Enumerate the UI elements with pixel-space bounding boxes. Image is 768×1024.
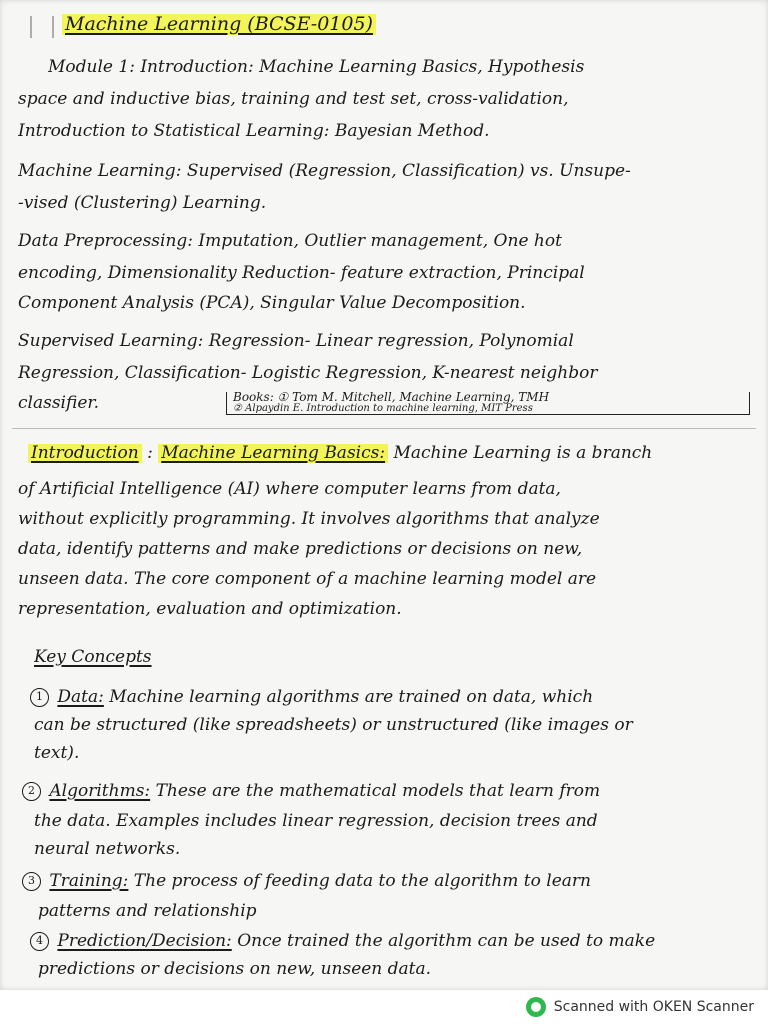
syllabus-line-8: Component Analysis (PCA), Singular Value Decomposition. <box>18 294 526 313</box>
concept-4-line-1 <box>30 932 750 952</box>
syllabus-line-2: space and inductive bias, training and test set, cross-validation, <box>18 90 569 109</box>
concept-2-term: Algorithms: <box>49 782 151 801</box>
book-reference-2: ② Alpaydin E. Introduction to machine learning, MIT Press <box>233 403 533 414</box>
intro-paragraph-line-2: of Artificial Intelligence (AI) where computer learns from data, <box>18 480 561 499</box>
concept-3-term: Training: <box>49 872 129 891</box>
book-reference-1: Books: ① Tom M. Mitchell, Machine Learning, TMH <box>233 390 550 404</box>
concept-1-number: 1 <box>30 688 49 707</box>
syllabus-line-3: Introduction to Statistical Learning: Bayesian Method. <box>18 122 490 141</box>
concept-2-line-3: neural networks. <box>34 840 181 859</box>
syllabus-line-5: -vised (Clustering) Learning. <box>18 194 267 213</box>
intro-paragraph-line-1: Machine Learning is a branch <box>393 444 653 463</box>
syllabus-line-9: Supervised Learning: Regression- Linear regression, Polynomial <box>18 332 574 351</box>
page-title <box>62 14 750 36</box>
concept-1-term: Data: <box>57 688 104 707</box>
oken-scanner-logo-icon <box>526 997 546 1017</box>
course-title: Machine Learning (BCSE-0105) <box>62 14 376 35</box>
intro-paragraph-line-3: without explicitly programming. It involves algorithms that analyze <box>18 510 600 529</box>
concept-3-text-1: The process of feeding data to the algorithm to learn <box>133 872 591 891</box>
syllabus-line-10: Regression, Classification- Logistic Regression, K-nearest neighbor <box>18 364 598 383</box>
books-box <box>226 392 750 415</box>
syllabus-line-6: Data Preprocessing: Imputation, Outlier management, One hot <box>18 232 562 251</box>
concept-4-number: 4 <box>30 932 49 951</box>
margin-mark <box>30 16 54 38</box>
syllabus-line-1: Module 1: Introduction: Machine Learning Basics, Hypothesis <box>48 58 585 77</box>
concept-1-text-1: Machine learning algorithms are trained on data, which <box>109 688 594 707</box>
concept-2-text-1: These are the mathematical models that learn from <box>155 782 601 801</box>
scanner-footer <box>0 990 768 1024</box>
concept-4-term: Prediction/Decision: <box>57 932 232 951</box>
concept-3-number: 3 <box>22 872 41 891</box>
intro-paragraph-line-4: data, identify patterns and make predictions or decisions on new, <box>18 540 583 559</box>
concept-2-number: 2 <box>22 782 41 801</box>
concept-1-line-2: can be structured (like spreadsheets) or unstructured (like images or <box>34 716 633 735</box>
concept-3-line-2: patterns and relationship <box>38 902 257 921</box>
intro-paragraph-line-6: representation, evaluation and optimization. <box>18 600 402 619</box>
section-divider <box>12 428 756 429</box>
scanner-label: Scanned with OKEN Scanner <box>553 999 754 1015</box>
concept-2-line-2: the data. Examples includes linear regression, decision trees and <box>34 812 598 831</box>
concept-1-line-1 <box>30 688 750 708</box>
concept-1-line-3: text). <box>34 744 80 763</box>
intro-label: Introduction <box>28 444 142 463</box>
key-concepts-heading <box>34 648 750 668</box>
concept-2-line-1 <box>22 782 750 802</box>
key-concepts-label: Key Concepts <box>34 648 152 667</box>
syllabus-line-7: encoding, Dimensionality Reduction- feature extraction, Principal <box>18 264 585 283</box>
intro-heading-line: Introduction : Machine Learning Basics: Machine Learning is a branch <box>28 444 750 464</box>
syllabus-line-4: Machine Learning: Supervised (Regression, Classification) vs. Unsupe- <box>18 162 631 181</box>
concept-4-line-2: predictions or decisions on new, unseen data. <box>38 960 432 979</box>
concept-4-text-1: Once trained the algorithm can be used to make <box>237 932 656 951</box>
syllabus-line-11: classifier. <box>18 394 100 413</box>
intro-paragraph-line-5: unseen data. The core component of a machine learning model are <box>18 570 597 589</box>
concept-3-line-1 <box>22 872 750 892</box>
intro-heading: Machine Learning Basics: <box>158 444 388 463</box>
